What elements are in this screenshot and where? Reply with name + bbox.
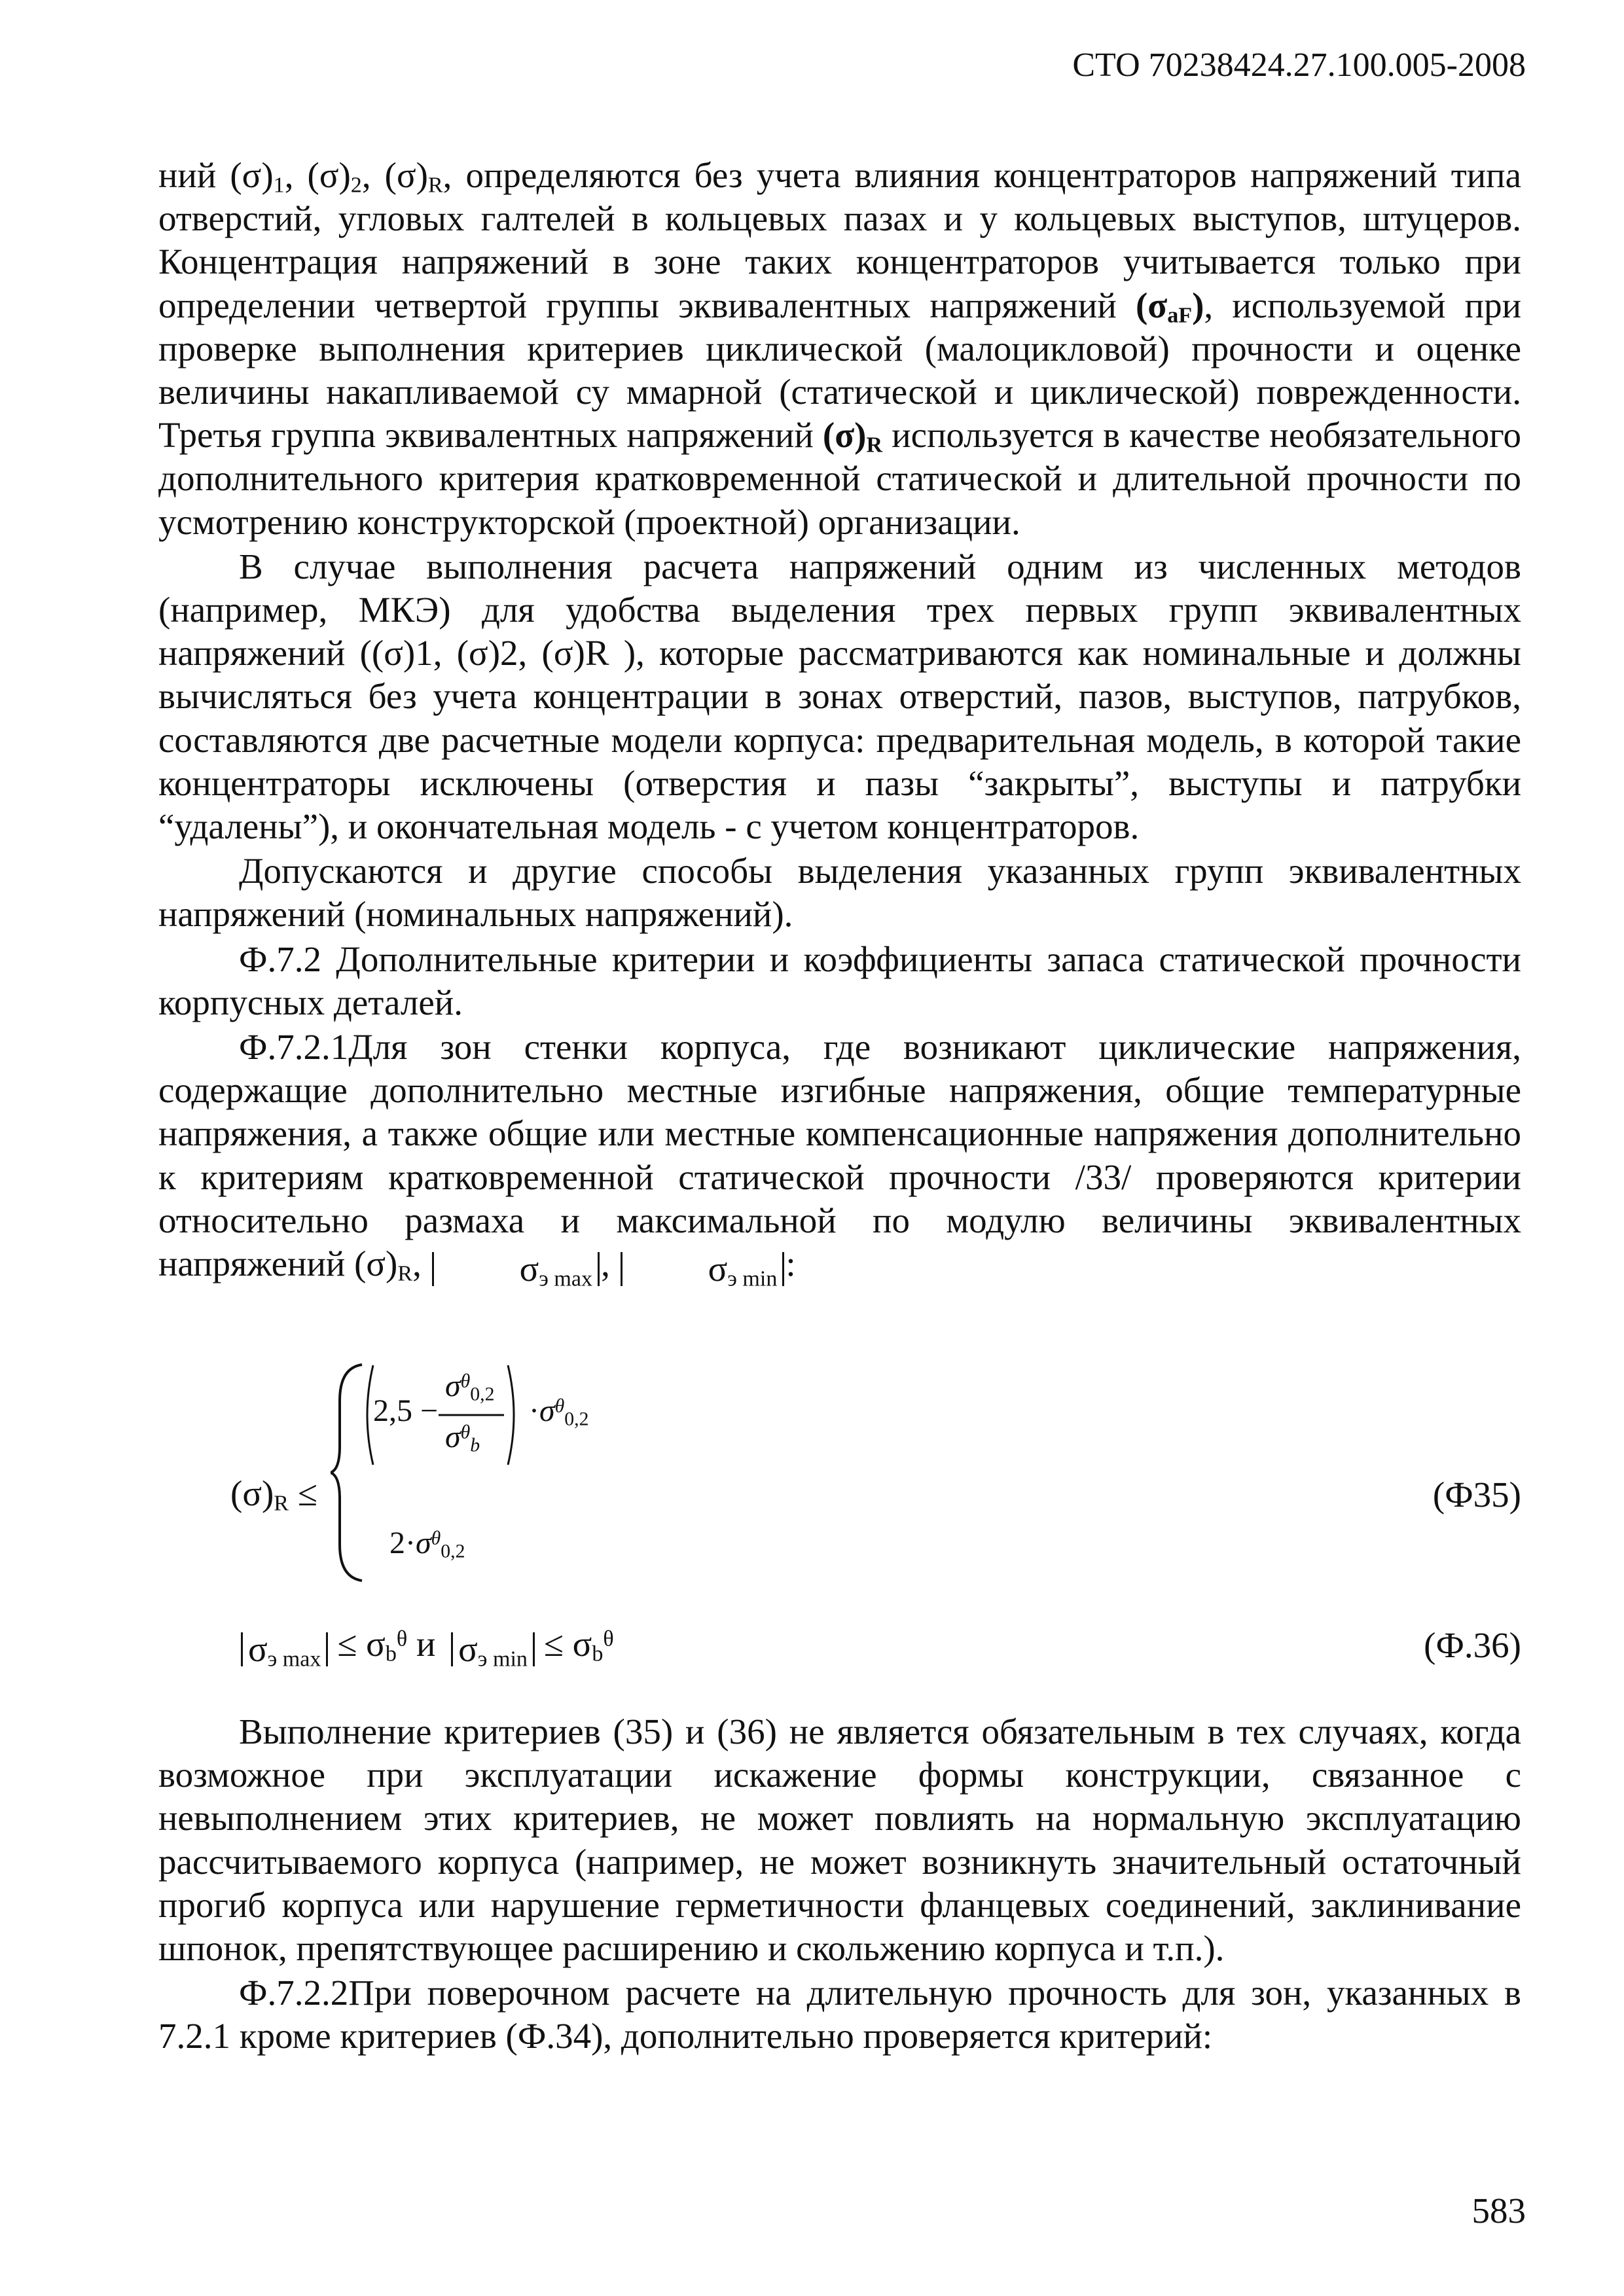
formula-f35-top-const: 2,5 − — [373, 1393, 439, 1428]
section-heading-f-7-2: Ф.7.2 Дополнительные критерии и коэффициенты запаса статической прочности корпусных деталей. — [158, 939, 1521, 1022]
formula-f35-lhs: $(\sigma)_R$ ≤ — [230, 1473, 317, 1516]
formula-f36-number: (Ф.36) — [1424, 1625, 1521, 1665]
formula-f35-top-den: $\sigma^\theta_b$ — [445, 1420, 480, 1456]
paragraph-f-7-2-2: Ф.7.2.2При поверочном расчете на длительную прочность для зон, указанных в 7.2.1 кроме критериев (Ф.34), дополнительно проверяется критерий: — [158, 1973, 1521, 2056]
document-body — [158, 154, 1522, 1291]
document-code: СТО 70238424.27.100.005-2008 — [1072, 46, 1526, 84]
formula-f35-top-mult: $\cdot\sigma^\theta_{0,2}$ — [529, 1393, 589, 1430]
document-body-continued — [158, 1710, 1521, 2058]
formula-f36-expression: $\sigma_{э max} \le \sigma_b^\theta$ и $\sigma_{э min} \le \sigma_b^\theta$ — [241, 1623, 614, 1666]
formula-f35-top-num: $\sigma^\theta_{0,2}$ — [445, 1369, 495, 1405]
page-number: 583 — [1471, 2191, 1526, 2231]
formula-f35-number: (Ф35) — [1432, 1475, 1521, 1515]
paragraph-f-7-2-1: Ф.7.2.1Для зон стенки корпуса, где возникают циклические напряжения, содержащие дополнительно местные изгибные напряжения, общие температурные напряжения, а также общие или местные компенсационные напряжения дополнительно к критериям кратковременной статической прочности /33/ проверяются критерии относительно размаха и максимальной по модулю величины эквивалентных напряжений $(\sigma)_R$, $\sigma_{э max}$ , $\sigma_{э min}$ : — [158, 1027, 1521, 1291]
paragraph-3: Допускаются и другие способы выделения указанных групп эквивалентных напряжений (номинальных напряжений). — [158, 851, 1521, 935]
paragraph-1: ний $(\sigma)_1$, $(\sigma)_2$, $(\sigma)_R$, определяются без учета влияния концентраторов напряжений типа отверстий, угловых галтелей в кольцевых пазах и у кольцевых выступов, штуцеров. Концентрация напряжений в зоне таких концентраторов учитывается только при определении четвертой группы эквивалентных напряжений $(\sigma_{aF})$, используемой при проверке выполнения критериев циклической (малоцикловой) прочности и оценке величины накапливаемой су ммарной (статической и циклической) поврежденности. Третья группа эквивалентных напряжений $(\sigma)_R$ используется в качестве необязательного дополнительного критерия кратковременной статической и длительной прочности по усмотрению конструкторской (проектной) организации. — [158, 155, 1522, 542]
formula-f35-bottom: $2\cdot\sigma^\theta_{0,2}$ — [389, 1526, 465, 1562]
paragraph-6: Выполнение критериев (35) и (36) не является обязательным в тех случаях, когда возможное при эксплуатации искажение формы конструкции, связанное с невыполнением этих критериев, не может повлиять на нормальную эксплуатацию рассчитываемого корпуса (например, не может возникнуть значительный остаточный прогиб корпуса или нарушение герметичности фланцевых соединений, заклинивание шпонок, препятствующее расширению и скольжению корпуса и т.п.). — [158, 1712, 1521, 1969]
paragraph-2: В случае выполнения расчета напряжений одним из численных методов (например, МКЭ) для удобства выделения трех первых групп эквивалентных напряжений ((σ)1, (σ)2, (σ)R ), которые рассматриваются как номинальные и должны вычисляться без учета концентрации в зонах отверстий, пазов, выступов, патрубков, составляются две расчетные модели корпуса: предварительная модель, в которой такие концентраторы исключены (отверстия и пазы “закрыты”, выступы и патрубки “удалены”), и окончательная модель - с учетом концентраторов. — [158, 546, 1521, 847]
